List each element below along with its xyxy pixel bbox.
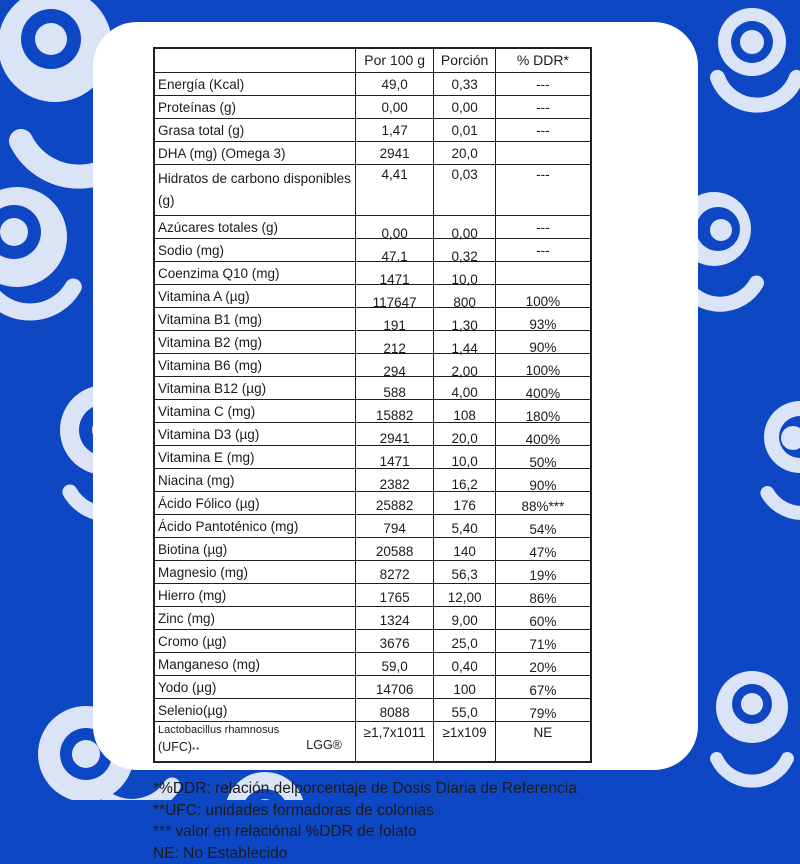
row-portion: 0,00 [434,96,495,119]
row-portion: 0,40 [434,653,495,676]
table-row [154,423,591,446]
row-label: Zinc (mg) [154,607,355,630]
arc-decoration [0,287,73,312]
nutrition-card [93,22,698,770]
table-header-row [154,48,591,73]
table-row [154,515,591,538]
row-portion: ≥1x109 [434,722,495,763]
table-row [154,561,591,584]
row-per100g: 59,0 [355,653,434,676]
table-row [154,73,591,96]
row-portion: 4,00 [434,377,495,400]
table-row [154,538,591,561]
row-ddr: 67% [495,676,591,699]
header-portion: Porción [434,48,495,73]
row-portion: 55,0 [434,699,495,722]
row-ddr: 180% [495,400,591,423]
row-ddr: 90% [495,469,591,492]
table-row [154,96,591,119]
table-row [154,584,591,607]
row-per100g: 1,47 [355,119,434,142]
row-label: Grasa total (g) [154,119,355,142]
table-row [154,400,591,423]
row-label: Hierro (mg) [154,584,355,607]
row-per100g: 0,00 [355,96,434,119]
nutrition-table-body [154,73,591,763]
row-label: Cromo (µg) [154,630,355,653]
row-label-lgg: LGG® [306,737,342,754]
row-portion: 5,40 [434,515,495,538]
row-ddr: --- [495,119,591,142]
row-portion: 20,0 [434,423,495,446]
row-label [154,722,355,763]
row-ddr: 93% [495,308,591,331]
row-per100g: 49,0 [355,73,434,96]
footnote-ufc: **UFC: unidades formadoras de colonias [153,800,698,822]
row-portion: 0,00 [434,216,495,239]
table-row [154,165,591,216]
row-portion: 12,00 [434,584,495,607]
row-label: Vitamina B1 (mg) [154,308,355,331]
table-row [154,239,591,262]
row-portion: 1,30 [434,308,495,331]
arc-decoration [718,77,797,105]
row-ddr: 47% [495,538,591,561]
footnote-ddr: *%DDR: relación delporcentaje de Dosis Diaria de Referencia [153,778,698,800]
row-portion: 108 [434,400,495,423]
table-row [154,653,591,676]
target-decoration [718,8,786,76]
row-per100g: 1324 [355,607,434,630]
row-label: Biotina (µg) [154,538,355,561]
row-label: Manganeso (mg) [154,653,355,676]
row-per100g: 20588 [355,538,434,561]
row-ddr: 100% [495,354,591,377]
header-blank [154,48,355,73]
table-row [154,142,591,165]
row-label: Azúcares totales (g) [154,216,355,239]
target-decoration [716,671,788,743]
row-portion: 2,00 [434,354,495,377]
row-ddr: 86% [495,584,591,607]
footnote-folate: *** valor en relaciónal %DDR de folato [153,821,698,843]
row-ddr: 54% [495,515,591,538]
row-portion: 100 [434,676,495,699]
row-label: Sodio (mg) [154,239,355,262]
row-portion: 140 [434,538,495,561]
table-row [154,446,591,469]
row-per100g: 47,1 [355,239,434,262]
row-ddr: 71% [495,630,591,653]
nutrition-table [153,47,592,763]
header-ddr: % DDR* [495,48,591,73]
table-row [154,331,591,354]
row-portion: 0,32 [434,239,495,262]
row-per100g: 117647 [355,285,434,308]
row-per100g: 2382 [355,469,434,492]
row-label: Vitamina B6 (mg) [154,354,355,377]
row-label: Vitamina D3 (µg) [154,423,355,446]
row-per100g: 794 [355,515,434,538]
row-per100g: 1765 [355,584,434,607]
row-ddr: 400% [495,423,591,446]
row-ddr: --- [495,216,591,239]
row-portion: 1,44 [434,331,495,354]
row-portion: 10,0 [434,446,495,469]
row-per100g: 1471 [355,262,434,285]
row-portion: 10,0 [434,262,495,285]
row-label: Ácido Fólico (µg) [154,492,355,515]
table-row [154,377,591,400]
row-portion: 0,03 [434,165,495,216]
footnote-ne: NE: No Establecido [153,843,698,864]
row-per100g: 294 [355,354,434,377]
row-label: Ácido Pantoténico (mg) [154,515,355,538]
row-per100g: 2941 [355,142,434,165]
row-ddr: 100% [495,285,591,308]
row-per100g: 25882 [355,492,434,515]
table-row [154,469,591,492]
row-ddr [495,262,591,285]
row-per100g: 2941 [355,423,434,446]
table-row [154,699,591,722]
row-portion: 800 [434,285,495,308]
target-decoration [0,187,67,287]
table-row [154,354,591,377]
row-label: Vitamina A (µg) [154,285,355,308]
row-label: Vitamina E (mg) [154,446,355,469]
row-per100g: 4,41 [355,165,434,216]
row-label: Vitamina C (mg) [154,400,355,423]
row-ddr: --- [495,73,591,96]
row-label: Vitamina B2 (mg) [154,331,355,354]
row-label-line2: (UFC)** [158,739,200,759]
row-label: Hidratos de carbono disponibles (g) [154,165,355,216]
row-label: Proteínas (g) [154,96,355,119]
row-ddr: 20% [495,653,591,676]
table-row [154,285,591,308]
table-row [154,119,591,142]
row-per100g: 191 [355,308,434,331]
row-portion: 25,0 [434,630,495,653]
row-label: Magnesio (mg) [154,561,355,584]
table-row [154,262,591,285]
row-per100g: 3676 [355,630,434,653]
row-ddr: 50% [495,446,591,469]
row-ddr [495,142,591,165]
row-per100g: 8272 [355,561,434,584]
row-ddr: --- [495,96,591,119]
table-row [154,722,591,763]
row-label-line1: Lactobacillus rhamnosus [158,724,279,736]
row-portion: 20,0 [434,142,495,165]
row-ddr: NE [495,722,591,763]
row-per100g: 588 [355,377,434,400]
row-per100g: ≥1,7x1011 [355,722,434,763]
target-decoration [764,401,800,473]
row-label: Coenzima Q10 (mg) [154,262,355,285]
table-row [154,630,591,653]
row-ddr: 79% [495,699,591,722]
row-ddr: 90% [495,331,591,354]
footnotes [153,778,698,864]
arc-decoration [717,759,788,782]
row-label: Energía (Kcal) [154,73,355,96]
row-per100g: 15882 [355,400,434,423]
row-per100g: 212 [355,331,434,354]
row-per100g: 0,00 [355,216,434,239]
row-per100g: 1471 [355,446,434,469]
row-portion: 56,3 [434,561,495,584]
row-portion: 16,2 [434,469,495,492]
row-ddr: --- [495,239,591,262]
row-ddr: 19% [495,561,591,584]
row-label: Vitamina B12 (µg) [154,377,355,400]
row-label: Niacina (mg) [154,469,355,492]
header-per-100g: Por 100 g [355,48,434,73]
row-label: Selenio(µg) [154,699,355,722]
row-portion: 0,01 [434,119,495,142]
arc-decoration [767,493,800,513]
row-per100g: 14706 [355,676,434,699]
footnote-mark: ** [192,746,200,755]
table-row [154,492,591,515]
row-portion: 9,00 [434,607,495,630]
table-row [154,216,591,239]
row-label: Yodo (µg) [154,676,355,699]
row-ddr: 88%*** [495,492,591,515]
table-row [154,676,591,699]
row-label: DHA (mg) (Omega 3) [154,142,355,165]
row-ddr: 400% [495,377,591,400]
row-per100g: 8088 [355,699,434,722]
row-portion: 176 [434,492,495,515]
row-portion: 0,33 [434,73,495,96]
row-ddr: --- [495,165,591,216]
table-row [154,308,591,331]
table-row [154,607,591,630]
row-ddr: 60% [495,607,591,630]
